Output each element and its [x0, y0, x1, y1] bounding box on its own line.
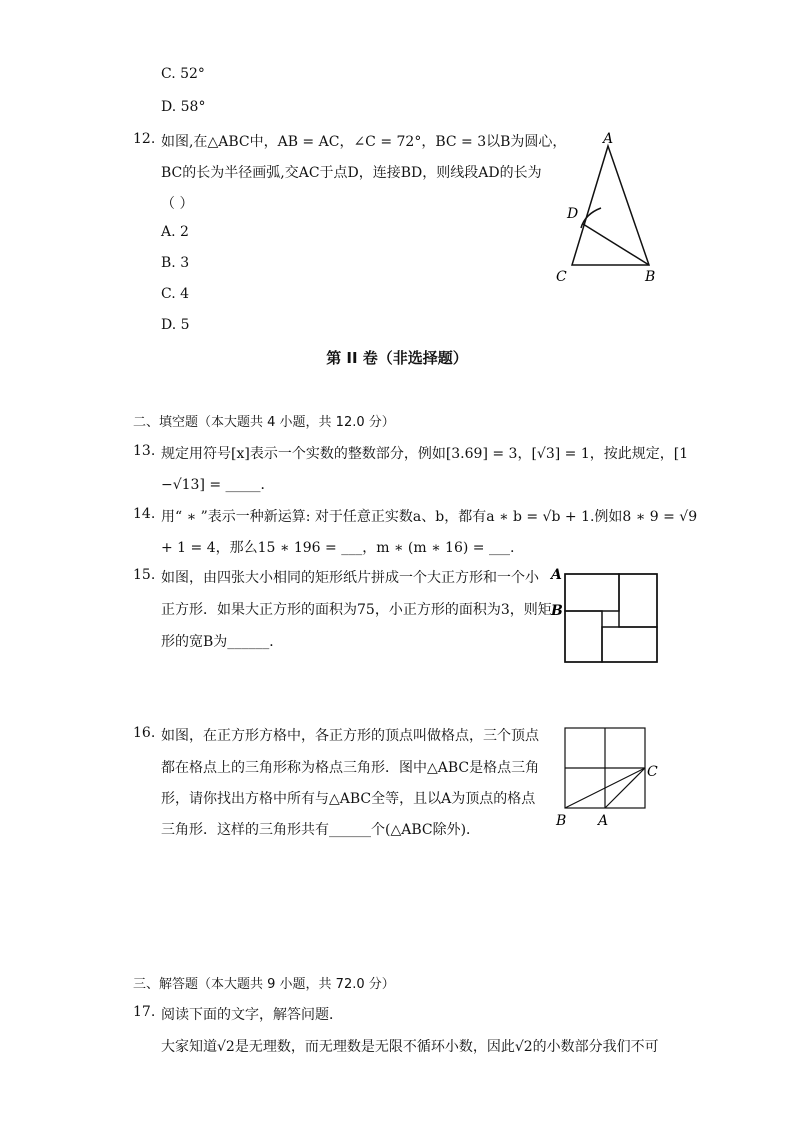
- q17-number: 17.: [133, 1004, 156, 1020]
- q14-number: 14.: [133, 506, 156, 522]
- q16-line4: 三角形．这样的三角形共有______个(△ABC除外)．: [161, 822, 481, 838]
- q12-number: 12.: [133, 131, 156, 147]
- part-2-title: 第 II 卷（非选择题）: [326, 349, 468, 367]
- q12-option-c: C. 4: [161, 286, 190, 302]
- label-b: B: [556, 813, 567, 829]
- triangle-abc: [572, 146, 649, 265]
- q16-number: 16.: [133, 725, 156, 741]
- label-b: B: [551, 603, 563, 619]
- label-a: A: [551, 567, 562, 583]
- q11-option-c: C. 52°: [161, 66, 205, 82]
- q15-line3: 形的宽B为______．: [161, 634, 284, 650]
- rect-bottom-right: [602, 627, 657, 662]
- q15-line2: 正方形．如果大正方形的面积为75，小正方形的面积为3，则矩: [161, 602, 552, 618]
- q16-line1: 如图，在正方形方格中，各正方形的顶点叫做格点，三个顶点: [161, 728, 539, 744]
- q15-line1: 如图，由四张大小相同的矩形纸片拼成一个大正方形和一个小: [161, 570, 539, 586]
- q12-line2: BC的长为半径画弧,交AC于点D，连接BD，则线段AD的长为: [161, 165, 542, 181]
- q16-line3: 形，请你找出方格中所有与△ABC全等，且以A为顶点的格点: [161, 791, 536, 807]
- q13-number: 13.: [133, 443, 156, 459]
- segment-bd: [583, 224, 649, 265]
- rect-top-left: [565, 574, 619, 611]
- q17-line2: 大家知道√2是无理数，而无理数是无限不循环小数，因此√2的小数部分我们不可: [161, 1039, 659, 1055]
- label-a: A: [598, 813, 609, 829]
- rect-top-right: [619, 574, 657, 627]
- q15-rectangles-figure: [548, 565, 663, 665]
- q12-triangle-figure: [545, 128, 675, 288]
- q14-line2: + 1 = 4，那么15 ∗ 196 = ___，m ∗ (m ∗ 16) = ___.: [161, 540, 515, 556]
- label-d: D: [567, 206, 579, 222]
- q13-line2: −√13] = _____．: [161, 477, 275, 493]
- q12-option-d: D. 5: [161, 317, 190, 333]
- label-a: A: [603, 131, 614, 147]
- q12-line1: 如图,在△ABC中，AB = AC，∠C = 72°，BC = 3以B为圆心，: [161, 134, 567, 150]
- q14-line1: 用“ ∗ ”表示一种新运算: 对于任意正实数a、b，都有a ∗ b = √b + 1.例如8 ∗ 9 = √9: [161, 509, 698, 525]
- segment-ac: [605, 768, 645, 808]
- q12-line3: （ ）: [161, 196, 194, 212]
- q13-line1: 规定用符号[x]表示一个实数的整数部分，例如[3.69] = 3，[√3] = 1，按此规定，[1: [161, 446, 689, 462]
- big-square: [565, 574, 657, 662]
- label-c: C: [556, 269, 567, 285]
- q15-number: 15.: [133, 567, 156, 583]
- q17-line1: 阅读下面的文字，解答问题．: [161, 1007, 343, 1023]
- q11-option-d: D. 58°: [161, 99, 206, 115]
- q12-option-b: B. 3: [161, 255, 190, 271]
- section-2-title: 二、填空题（本大题共 4 小题，共 12.0 分）: [133, 415, 395, 430]
- label-c: C: [647, 764, 658, 780]
- q16-grid-figure: [550, 722, 665, 832]
- q12-option-a: A. 2: [161, 224, 189, 240]
- rect-bottom-left: [565, 611, 602, 662]
- label-b: B: [645, 269, 656, 285]
- q16-line2: 都在格点上的三角形称为格点三角形．图中△ABC是格点三角: [161, 760, 540, 776]
- section-3-title: 三、解答题（本大题共 9 小题，共 72.0 分）: [133, 977, 395, 992]
